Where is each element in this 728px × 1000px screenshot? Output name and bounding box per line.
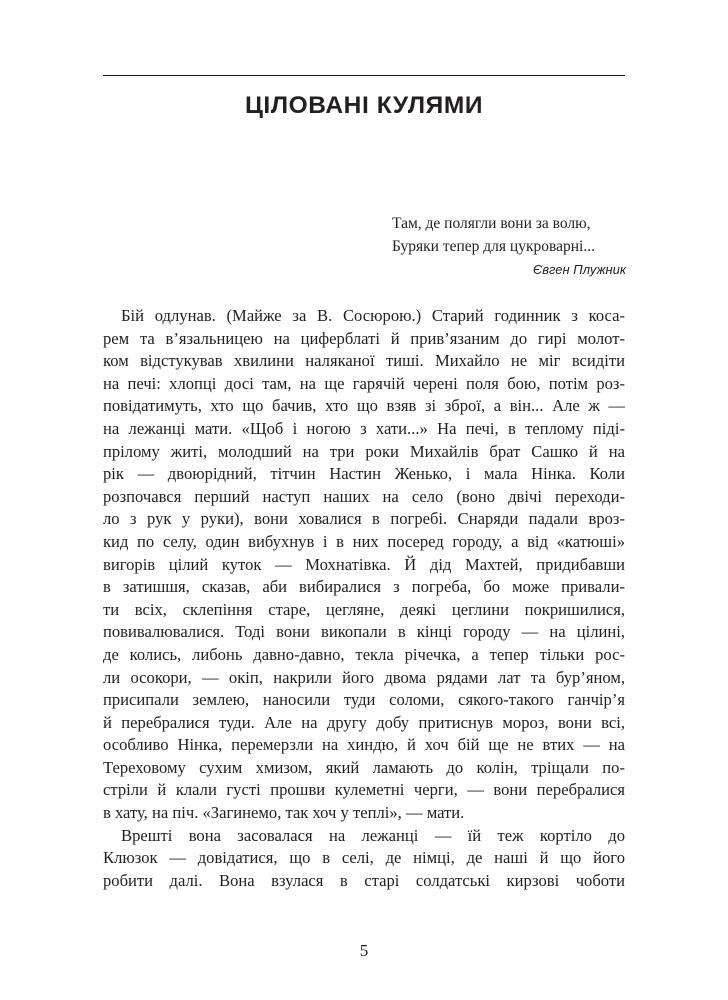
chapter-title: ЦІЛОВАНІ КУЛЯМИ <box>244 92 484 119</box>
text-line: де колись, либонь давно-давно, текла річечка, а тепер тільки рос- <box>103 644 625 664</box>
text-line: робити далі. Вона взулася в старі солдатські кирзові чоботи <box>103 870 625 890</box>
text-line: в затишшя, сказав, аби вибиралися з погреба, бо може привали- <box>103 577 625 597</box>
epigraph-line: Буряки тепер для цукроварні... <box>392 237 595 255</box>
text-line: розпочався перший наступ наших на село (воно двічі переходи- <box>103 486 625 506</box>
text-line: Бій одлунав. (Майже за В. Сосюрою.) Старий годинник з коса- <box>121 306 625 325</box>
text-line: прілому житі, молодший на три роки Михайлів брат Сашко й на <box>103 441 625 461</box>
text-line: рік — двоюрідний, тітчин Настин Женько, і мала Нінка. Коли <box>103 464 625 484</box>
text-line: на лежанці мати. «Щоб і ногою з хати...» На печі, в теплому піді- <box>103 418 625 438</box>
text-line: Клюзок — довідатися, що в селі, де німці, де наші й що його <box>103 848 625 868</box>
text-line: Тереховому сухим хмизом, який ламають до колін, тріщали по- <box>103 757 625 777</box>
text-line: й перебралися туди. Але на другу добу притиснув мороз, вони всі, <box>103 712 625 732</box>
text-line: особливо Нінка, перемерзли на хиндю, й хоч бій ще не втих — на <box>103 735 625 755</box>
text-line: ком відстукував хвилини наляканої тиші. Михайло не міг всидіти <box>103 351 625 371</box>
paragraph <box>103 825 625 893</box>
text-line: на печі: хлопці досі там, на ще гарячій черені поля бою, потім роз- <box>103 373 625 393</box>
text-line: рем та в’язальницею на циферблаті й прив’язаним до гирі молот- <box>103 328 625 348</box>
text-line: Врешті вона засовалася на лежанці — їй теж кортіло до <box>121 825 625 845</box>
text-line: кид по селу, один вибухнув і в них посеред городу, а від «катюші» <box>103 531 625 551</box>
text-line: присипали землею, наносили туди соломи, сякого-такого ганчір’я <box>103 690 625 710</box>
body-text <box>103 305 625 892</box>
text-line: в хату, на піч. «Загинемо, так хоч у теплі», — мати. <box>103 803 465 823</box>
text-line: вигорів цілий куток — Мохнатівка. Й дід Махтей, придибавши <box>103 554 625 574</box>
text-line: ли осокори, — окіп, накрили його двома рядами лат та бур’яном, <box>103 667 625 687</box>
header-rule <box>103 75 625 76</box>
text-line: повідатимуть, хто що бачив, хто що взяв зі зброї, а він... Але ж — <box>103 396 625 416</box>
text-line: ти всіх, склепіння старе, цегляне, деякі цеглини покришилися, <box>103 599 625 619</box>
epigraph <box>392 213 626 281</box>
page-number: 5 <box>359 941 369 960</box>
text-line: повивалювалися. Тоді вони викопали в кінці городу — на цілині, <box>103 622 625 642</box>
text-line: стріли й клали густі прошви кулеметні черги, — вони перебралися <box>103 780 625 800</box>
epigraph-author: Євген Плужник <box>533 262 626 277</box>
text-line: ло з рук у руки), вони ховалися в погребі. Снаряди падали вроз- <box>103 509 625 529</box>
paragraph <box>103 305 625 825</box>
epigraph-line: Там, де полягли вони за волю, <box>392 215 591 232</box>
